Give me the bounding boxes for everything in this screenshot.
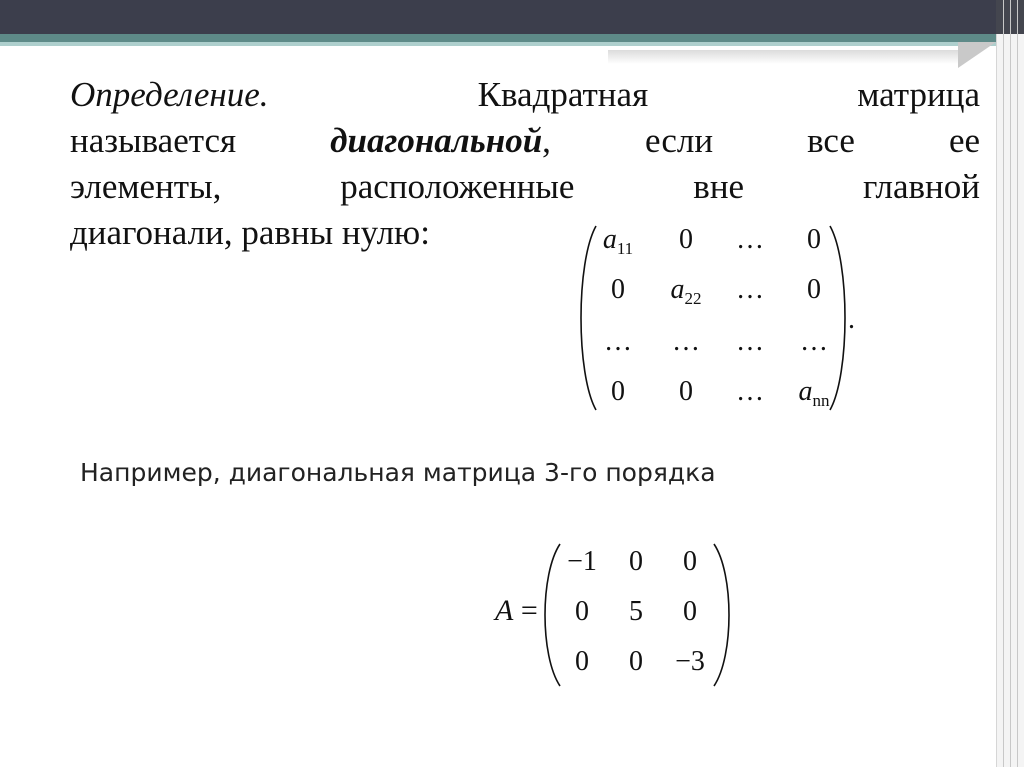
definition-word: вне: [693, 167, 745, 206]
slide-accent-stripe: [0, 34, 1000, 42]
matrix-cell: 0: [683, 596, 697, 627]
matrix-cell: 5: [629, 596, 643, 627]
definition-word: ее: [948, 121, 981, 160]
matrix-cell: 0: [629, 546, 643, 577]
matrix-cell: 0: [683, 546, 697, 577]
definition-lead: Определение.: [70, 75, 269, 114]
definition-word: все: [807, 121, 855, 160]
matrix-cell: 0: [575, 646, 589, 677]
definition-line-1: [70, 72, 980, 118]
definition-term: диагональной: [330, 121, 543, 160]
matrix-cell: 0: [611, 376, 625, 407]
definition-word: Квадратная: [477, 75, 649, 114]
slide-edge-line: [1017, 0, 1018, 767]
matrix-cell: −3: [675, 646, 705, 677]
definition-word: главной: [862, 167, 981, 206]
example-diagonal-matrix: [488, 540, 738, 690]
definition-word: расположенные: [340, 167, 575, 206]
matrix-cell: 0: [679, 376, 693, 407]
matrix-cell: $a_{11}$: [602, 224, 634, 258]
definition-line-4: диагонали, равны нулю:: [70, 213, 430, 252]
definition-word: называется: [70, 121, 237, 160]
matrix-cell: −1: [567, 546, 597, 577]
slide-edge-line: [1003, 0, 1004, 767]
slide-fold-shadow: [608, 50, 958, 64]
matrix-cell: …: [736, 224, 764, 255]
example-sentence: Например, диагональная матрица 3-го порядка: [80, 458, 716, 487]
definition-word: если: [644, 121, 714, 160]
matrix-cell: …: [736, 274, 764, 305]
matrix-period: .: [848, 304, 855, 335]
matrix-cell: …: [736, 376, 764, 407]
slide-accent-stripe-light: [0, 42, 1000, 46]
matrix-cell: …: [736, 326, 764, 357]
matrix-cell: …: [672, 326, 700, 357]
definition-word: матрица: [857, 75, 980, 114]
definition-line-2: [70, 118, 980, 164]
matrix-cell: …: [604, 326, 632, 357]
matrix-cell: $a_{nn}$: [798, 376, 830, 410]
definition-line-3: [70, 164, 980, 210]
matrix-cell: 0: [611, 274, 625, 305]
slide-top-bar: [0, 0, 1024, 34]
matrix-cell: 0: [629, 646, 643, 677]
definition-punct: ,: [542, 121, 551, 160]
matrix-cell: $a_{22}$: [670, 274, 702, 308]
example-matrix-lhs: A =: [495, 594, 538, 627]
matrix-cell: 0: [575, 596, 589, 627]
matrix-cell: 0: [679, 224, 693, 255]
matrix-cell: 0: [807, 274, 821, 305]
slide-corner-fold: [958, 42, 996, 68]
general-diagonal-matrix: [574, 222, 852, 414]
matrix-cell: 0: [807, 224, 821, 255]
definition-word: элементы,: [70, 167, 222, 206]
slide-edge-line: [1010, 0, 1011, 767]
matrix-cell: …: [800, 326, 828, 357]
